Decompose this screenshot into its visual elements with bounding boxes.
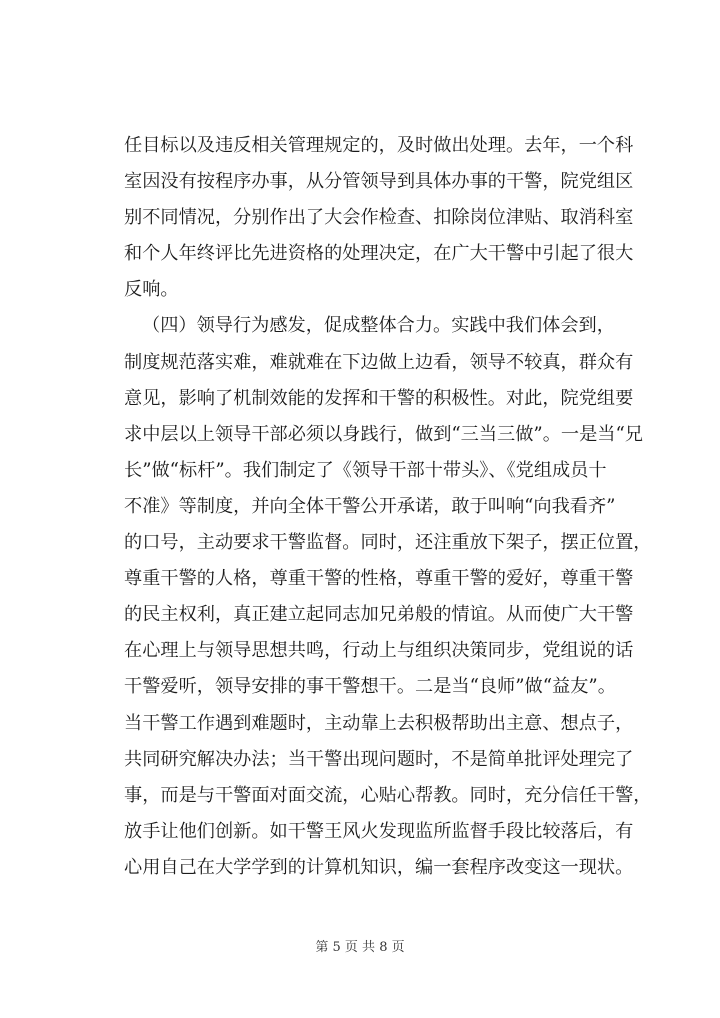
text-line: 当干警工作遇到难题时，主动靠上去积极帮助出主意、想点子，	[124, 712, 634, 734]
text-line: 求中层以上领导干部必须以身践行，做到“三当三做”。一是当“兄	[124, 423, 643, 445]
text-line: 干警爱听，领导安排的事干警想干。二是当“良师”做“益友”。	[124, 676, 616, 698]
text-line: 心用自己在大学学到的计算机知识，编一套程序改变这一现状。	[124, 856, 634, 878]
text-line: 和个人年终评比先进资格的处理决定，在广大干警中引起了很大	[124, 243, 634, 265]
text-line: 别不同情况，分别作出了大会作检查、扣除岗位津贴、取消科室	[124, 207, 634, 229]
text-line: 的口号，主动要求干警监督。同时，还注重放下架子，摆正位置，	[124, 532, 652, 554]
text-line: 制度规范落实难，难就难在下边做上边看，领导不较真，群众有	[124, 351, 634, 373]
text-line: 的民主权利，真正建立起同志加兄弟般的情谊。从而使广大干警	[124, 604, 634, 626]
text-line: 室因没有按程序办事，从分管领导到具体办事的干警，院党组区	[124, 171, 634, 193]
text-line-indented: （四）领导行为感发，促成整体合力。实践中我们体会到，	[142, 315, 615, 337]
text-line: 放手让他们创新。如干警王风火发现监所监督手段比较落后，有	[124, 820, 634, 842]
text-line: 不准》等制度，并向全体干警公开承诺，敢于叫响“向我看齐”	[124, 495, 616, 517]
text-line: 任目标以及违反相关管理规定的，及时做出处理。去年，一个科	[124, 135, 634, 156]
text-line: 共同研究解决办法；当干警出现问题时，不是简单批评处理完了	[124, 748, 634, 770]
text-line: 尊重干警的人格，尊重干警的性格，尊重干警的爱好，尊重干警	[124, 568, 634, 590]
page-number-footer: 第 5 页 共 8 页	[315, 940, 405, 955]
text-line: 长”做“标杆”。我们制定了《领导干部十带头》、《党组成员十	[124, 459, 607, 481]
text-line: 在心理上与领导思想共鸣，行动上与组织决策同步，党组说的话	[124, 640, 634, 662]
text-line: 事，而是与干警面对面交流，心贴心帮教。同时，充分信任干警，	[124, 784, 652, 806]
text-line: 反响。	[124, 279, 179, 301]
body-text	[124, 128, 652, 886]
text-line: 意见，影响了机制效能的发挥和干警的积极性。对此，院党组要	[124, 387, 634, 409]
